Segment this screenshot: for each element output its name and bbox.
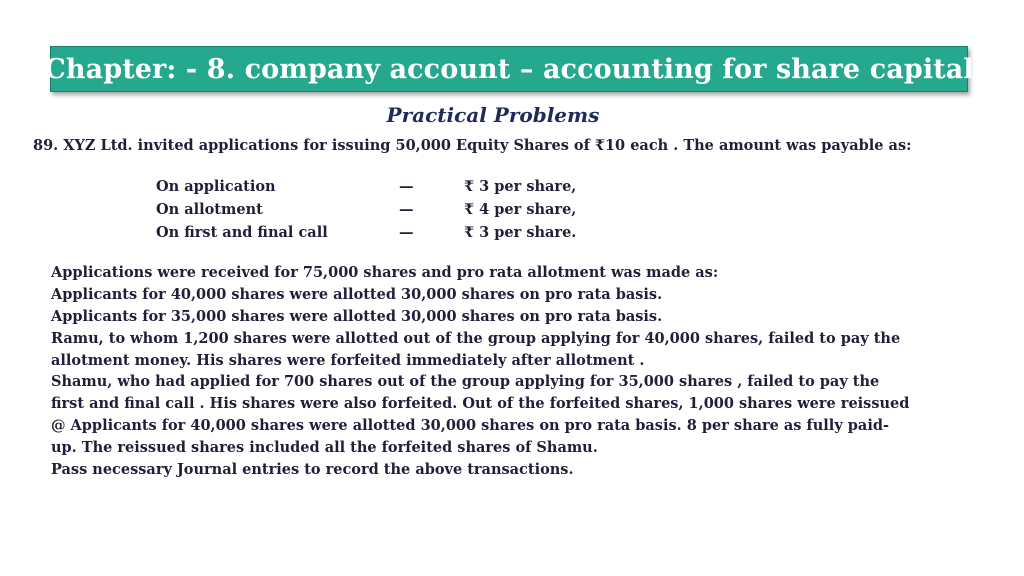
- paragraph-line: allotment money. His shares were forfeited immediately after allotment .: [51, 351, 645, 369]
- term-label: On allotment: [156, 201, 263, 218]
- paragraph-line: Applications were received for 75,000 shares and pro rata allotment was made as:: [51, 264, 719, 281]
- paragraph-line: Pass necessary Journal entries to record the above transactions.: [51, 461, 574, 479]
- term-dash: —: [399, 224, 414, 241]
- chapter-banner: [44, 46, 974, 92]
- paragraph-line: Applicants for 40,000 shares were allotted 30,000 shares on pro rata basis.: [51, 285, 663, 303]
- section-subtitle: Practical Problems: [386, 103, 600, 127]
- term-amount: ₹ 3 per share,: [464, 178, 577, 195]
- paragraph-line: @ Applicants for 40,000 shares were allotted 30,000 shares on pro rata basis. 8 per share as fully paid-: [51, 417, 889, 435]
- term-dash: —: [399, 178, 414, 195]
- question-text: 89. XYZ Ltd. invited applications for issuing 50,000 Equity Shares of ₹10 each . The amount was payable as:: [33, 137, 912, 154]
- term-label: On application: [156, 178, 276, 195]
- chapter-title: Chapter: - 8. company account – accounting for share capital: [44, 53, 974, 85]
- term-dash: —: [399, 201, 414, 218]
- paragraph-line: up. The reissued shares included all the forfeited shares of Shamu.: [51, 439, 598, 457]
- term-amount: ₹ 4 per share,: [464, 201, 577, 218]
- term-amount: ₹ 3 per share.: [464, 224, 577, 241]
- term-label: On first and final call: [156, 224, 328, 241]
- problem-paragraph: [51, 262, 951, 481]
- paragraph-line: first and final call . His shares were also forfeited. Out of the forfeited shares, 1,000 shares were reissued: [51, 395, 910, 413]
- paragraph-line: Applicants for 35,000 shares were allotted 30,000 shares on pro rata basis.: [51, 307, 663, 325]
- paragraph-line: Ramu, to whom 1,200 shares were allotted out of the group applying for 40,000 shares, failed to pay the: [51, 329, 901, 347]
- paragraph-line: Shamu, who had applied for 700 shares out of the group applying for 35,000 shares , failed to pay the: [51, 373, 880, 391]
